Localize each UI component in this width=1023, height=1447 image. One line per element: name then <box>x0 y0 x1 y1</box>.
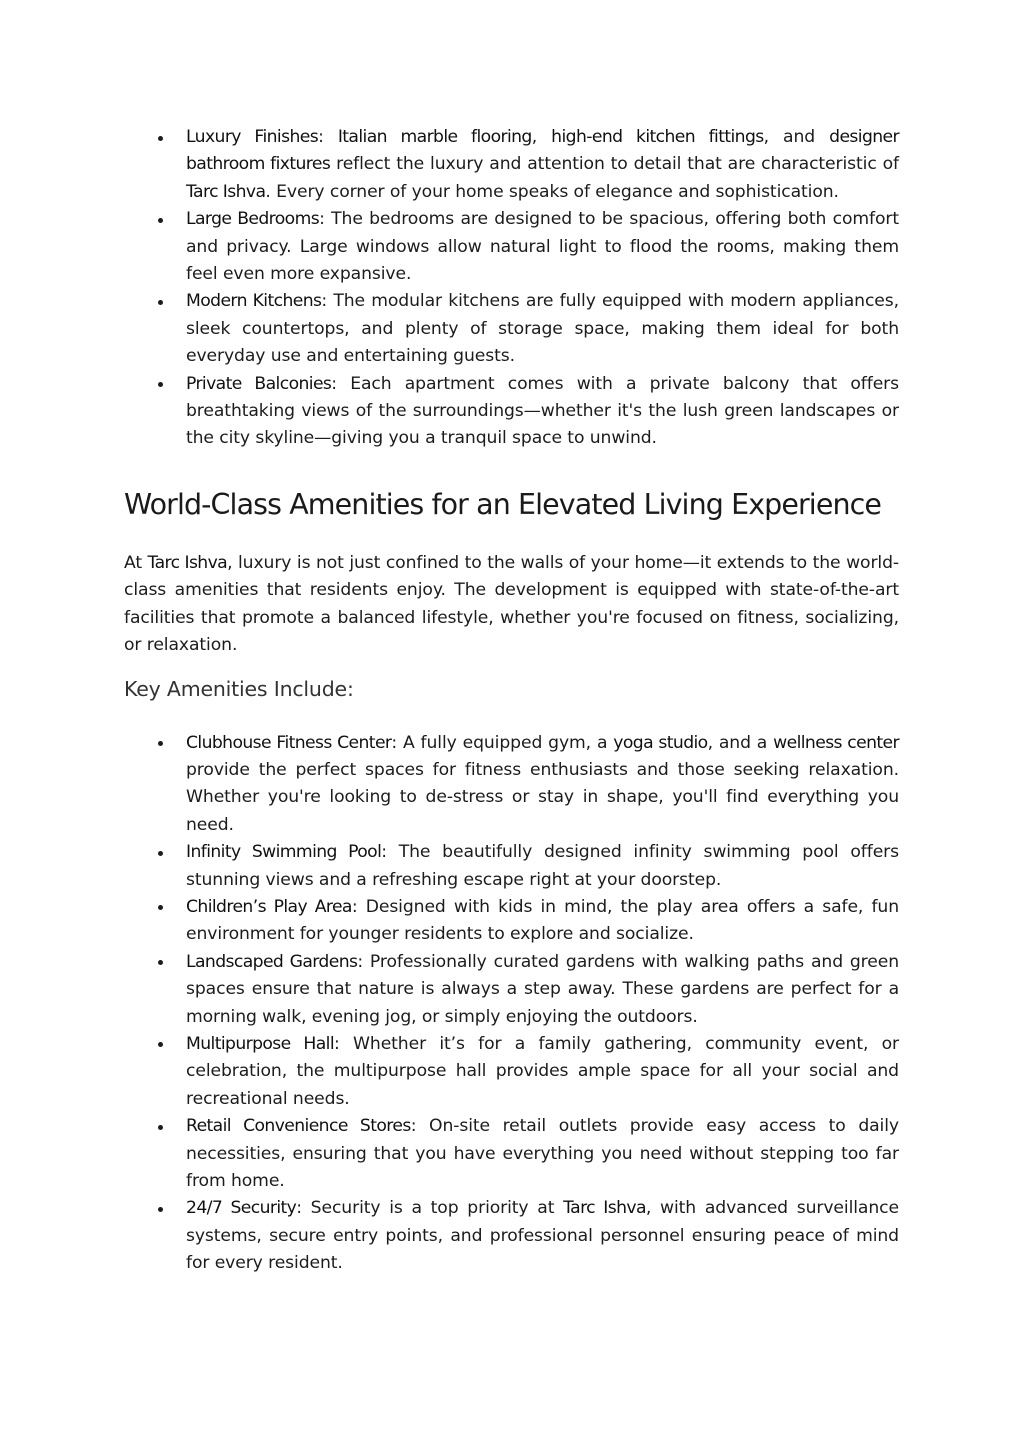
highlighted-term: 24/7 Security <box>186 1198 297 1219</box>
body-text: : Each apartment comes with a private balcony that offers breathtaking views of the surroundings—whether it's the lush green landscapes or the city skyline—giving you a tranquil space to unwind. <box>186 373 899 449</box>
body-text: : The bedrooms are designed to be spacious, offering both comfort and privacy. Large windows allow natural light to flood the rooms, making them feel even more expansive. <box>186 209 899 285</box>
amenity-list-item <box>186 730 899 840</box>
feature-list-item <box>186 371 899 453</box>
body-text: : <box>318 127 338 147</box>
highlighted-term: Landscaped Gardens <box>186 951 358 972</box>
amenity-list-item <box>186 1031 899 1113</box>
body-text: At <box>124 552 148 573</box>
amenity-list-item <box>186 1195 899 1277</box>
highlighted-term: Italian marble flooring <box>337 127 532 147</box>
key-amenities-heading: Key Amenities Include: <box>124 676 354 701</box>
amenity-list-item <box>186 839 899 894</box>
highlighted-term: Modern Kitchens <box>186 291 322 312</box>
body-text: : A fully equipped gym, a <box>391 732 614 753</box>
body-text: : Professionally curated gardens with walking paths and green spaces ensure that nature is always a step away. These gardens are perfect for a morning walk, evening jog, or simply enjoying the outdoors. <box>186 951 899 1027</box>
highlighted-term: Tarc Ishva <box>563 1198 646 1219</box>
feature-list <box>124 124 899 453</box>
amenities-list <box>124 730 899 1278</box>
highlighted-term: Clubhouse Fitness Center <box>186 732 392 753</box>
body-text: , and a <box>707 732 774 753</box>
amenity-list-item <box>186 1113 899 1195</box>
body-text: : On-site retail outlets provide easy access to daily necessities, ensuring that you have everything you need without stepping too far from home. <box>186 1116 899 1191</box>
highlighted-term: Luxury Finishes <box>186 127 319 147</box>
highlighted-term: Private Balconies <box>186 373 332 394</box>
highlighted-term: yoga studio <box>613 732 708 753</box>
highlighted-term: Retail Convenience Stores <box>186 1116 411 1137</box>
feature-list-item <box>186 124 899 206</box>
highlighted-term: designer bathroom fixtures <box>186 127 899 175</box>
document-page <box>124 124 899 1278</box>
body-text: : Security is a top priority at <box>296 1198 564 1219</box>
body-text: : The modular kitchens are fully equipped with modern appliances, sleek countertops, and plenty of storage space, making them ideal for both everyday use and entertaining guests. <box>186 291 899 367</box>
amenity-list-item <box>186 949 899 1031</box>
amenity-list-item <box>186 894 899 949</box>
highlighted-term: wellness center <box>773 732 899 753</box>
body-text: , <box>531 127 552 147</box>
body-text: provide the perfect spaces for fitness enthusiasts and those seeking relaxation. Whether you're looking to de-stress or stay in shape, you'll find everything you need. <box>186 759 899 835</box>
body-text: , luxury is not just confined to the walls of your home—it extends to the world-class amenities that residents enjoy. The development is equipped with state-of-the-art facilities that promote a balanced lifestyle, whether you're focused on fitness, socializing, or relaxation. <box>124 552 899 656</box>
body-text: : The beautifully designed infinity swimming pool offers stunning views and a refreshing escape right at your doorstep. <box>186 842 899 890</box>
intro-paragraph <box>124 550 899 660</box>
highlighted-term: Infinity Swimming Pool <box>186 842 382 863</box>
highlighted-term: Children’s Play Area <box>186 896 352 917</box>
body-text: , with advanced surveillance systems, secure entry points, and professional personnel ensuring peace of mind for every resident. <box>186 1198 899 1274</box>
highlighted-term: Multipurpose Hall <box>186 1033 335 1054</box>
body-text: . Every corner of your home speaks of elegance and sophistication. <box>265 181 839 202</box>
body-text: reflect the luxury and attention to detail that are characteristic of <box>330 154 899 175</box>
feature-list-item <box>186 206 899 288</box>
body-text: : Whether it’s for a family gathering, community event, or celebration, the multipurpose hall provides ample space for all your social and recreational needs. <box>186 1033 899 1109</box>
highlighted-term: high-end kitchen fittings <box>551 127 764 147</box>
body-text: , and <box>763 127 830 147</box>
highlighted-term: Tarc Ishva <box>147 552 228 573</box>
section-heading: World-Class Amenities for an Elevated Living Experience <box>124 487 882 521</box>
highlighted-term: Large Bedrooms <box>186 209 320 230</box>
highlighted-term: Tarc Ishva <box>186 181 266 202</box>
body-text: : Designed with kids in mind, the play area offers a safe, fun environment for younger residents to explore and socialize. <box>186 896 899 945</box>
feature-list-item <box>186 288 899 370</box>
